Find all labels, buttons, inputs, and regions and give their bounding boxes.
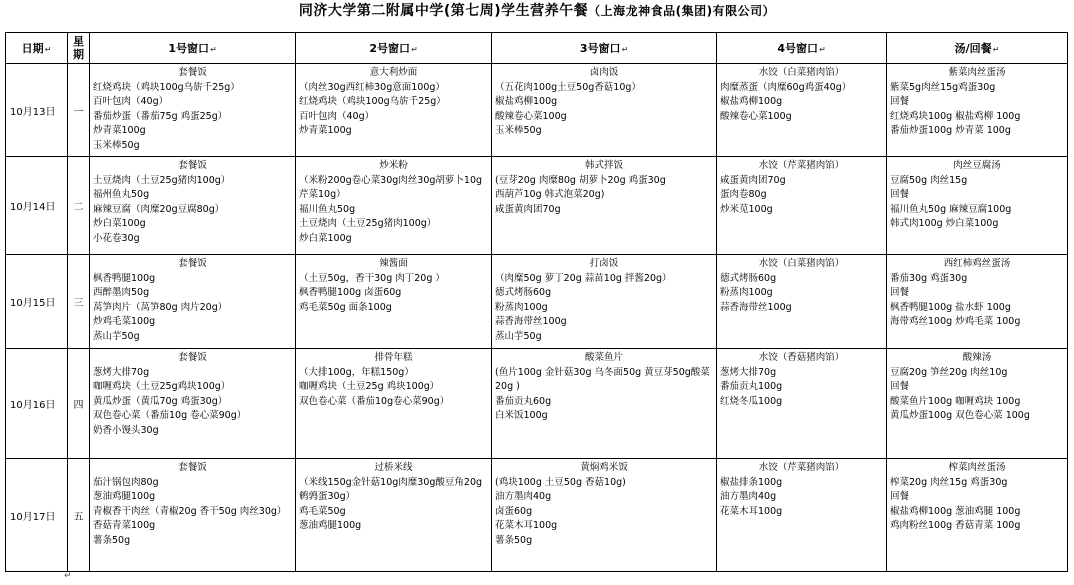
dish-line: 蛋肉卷80g [720, 189, 767, 201]
dish-line: 蒸山芋50g [495, 330, 542, 342]
title-main: 同济大学第二附属中学(第七周)学生营养午餐 [298, 3, 589, 19]
dish-line: 咸蛋黄肉团70g [720, 174, 786, 186]
dish-title: 水饺（白菜猪肉馅） [758, 258, 845, 269]
dish-line: 德式烤肠60g [495, 287, 552, 299]
dish-line: 回餐 [890, 491, 910, 503]
dish-line: 炒青菜100g [299, 125, 352, 137]
soup-cell [887, 255, 1068, 349]
dish-title: 酸菜鱼片 [584, 352, 623, 363]
dish-line: 粉蒸肉100g [720, 287, 773, 299]
header-window-2: 2号窗口↵ [296, 33, 492, 64]
header-window-3: 3号窗口↵ [492, 33, 717, 64]
dish-line: 炒鸡毛菜100g [93, 316, 156, 328]
dish-line: 福川鱼丸50g [299, 203, 356, 215]
window-cell [492, 157, 717, 255]
dish-line: 豆腐50g 肉丝15g [890, 174, 968, 186]
dish-line: 小花卷30g [93, 232, 140, 244]
dish-line: 番茄30g 鸡蛋30g [890, 272, 968, 284]
dish-line: （肉丝30g西红柿30g意面100g） [299, 81, 445, 93]
dish-line: 番茄炒蛋100g 炒青菜 100g [890, 125, 1011, 137]
dish-line: 百叶包肉（40g） [299, 110, 375, 122]
dish-line: 回餐 [890, 381, 910, 393]
dish-line: 葱油鸡腿100g [299, 520, 362, 532]
dish-title: 打卤饭 [589, 258, 619, 269]
window-cell [296, 255, 492, 349]
dish-line: 紫菜5g肉丝15g鸡蛋30g [890, 81, 996, 93]
dish-title: 韩式拌饭 [584, 160, 623, 171]
dish-line: 红烧鸡块100g 椒盐鸡柳 100g [890, 110, 1021, 122]
dish-line: 榨菜20g 肉丝15g 鸡蛋30g [890, 476, 1008, 488]
dish-line: 土豆烧肉（土豆25g猪肉100g） [299, 218, 437, 230]
dish-line: 红烧鸡块（鸡块100g乌旂千25g） [93, 81, 240, 93]
dish-line: 茄汁锅包肉80g [93, 476, 159, 488]
dish-line: 韩式肉100g 炒白菜100g [890, 218, 999, 230]
page-title [0, 2, 1074, 20]
dish-line: 玉米棒50g [495, 125, 542, 137]
dish-line: 土豆烧肉（土豆25g猪肉100g） [93, 174, 231, 186]
dish-line: 德式烤肠60g [720, 272, 777, 284]
dish-line: 回餐 [890, 189, 910, 201]
dish-line: 莴笋肉片（莴笋80g 肉片20g） [93, 301, 228, 313]
window-cell [296, 157, 492, 255]
menu-row [6, 349, 1068, 459]
window-cell [90, 255, 296, 349]
dish-title: 套餐饭 [178, 352, 207, 363]
menu-row [6, 255, 1068, 349]
dish-line: 咖喱鸡块（土豆25g鸡块100g） [93, 381, 231, 393]
window-cell [296, 459, 492, 572]
dish-line: 薯条50g [495, 534, 533, 546]
dish-line: (豆芽20g 肉糜80g 胡萝卜20g 鸡蛋30g [495, 174, 666, 186]
lunch-menu-table [5, 32, 1068, 572]
dish-line: 百叶包肉（40g） [93, 96, 169, 108]
dish-line: 福川鱼丸50g 麻辣豆腐100g [890, 203, 1012, 215]
dish-title: 肉丝豆腐汤 [953, 160, 1001, 171]
window-cell [717, 255, 887, 349]
dish-line: 椒盐鸡柳100g [720, 96, 783, 108]
dish-line: 葱油鸡腿100g [93, 491, 156, 503]
soup-cell [887, 349, 1068, 459]
dish-line: 福州鱼丸50g [93, 189, 150, 201]
window-cell [90, 349, 296, 459]
soup-cell [887, 157, 1068, 255]
dish-line: 炒米苋100g [720, 203, 773, 215]
dish-line: 回餐 [890, 96, 910, 108]
dish-line: 白米饭100g [495, 410, 548, 422]
dish-line: 红烧冬瓜100g [720, 395, 783, 407]
dish-line: （肉糜50g 萝丁20g 蒜苗10g 拌酱20g） [495, 272, 672, 284]
header-window-4: 4号窗口↵ [717, 33, 887, 64]
weekday-cell: 五 [68, 459, 90, 572]
dish-line: 鸡毛菜50g 面条100g [299, 301, 392, 313]
dish-line: 双色卷心菜（番茄10g卷心菜90g） [299, 395, 450, 407]
dish-title: 水饺（白菜猪肉馅） [758, 67, 845, 78]
window-cell [90, 459, 296, 572]
dish-line: 鸡肉粉丝100g 香菇青菜 100g [890, 520, 1021, 532]
dish-title: 紫菜肉丝蛋汤 [948, 67, 1006, 78]
dish-line: 炒白菜100g [93, 218, 146, 230]
window-cell [296, 64, 492, 157]
dish-line: 番茄贡丸60g [495, 395, 552, 407]
window-cell [492, 64, 717, 157]
dish-title: 酸辣汤 [962, 352, 992, 363]
dish-line: 黄瓜炒蛋100g 双色卷心菜 100g [890, 410, 1030, 422]
window-cell [90, 157, 296, 255]
dish-line: 咖喱鸡块（土豆25g 鸡块100g） [299, 381, 440, 393]
soup-cell [887, 64, 1068, 157]
dish-line: 花菜木耳100g [495, 520, 558, 532]
dish-line: 豆腐20g 笋丝20g 肉丝10g [890, 366, 1008, 378]
dish-title: 西红柿鸡丝蛋汤 [943, 258, 1011, 269]
paragraph-mark: ↵ [64, 571, 72, 581]
weekday-cell: 三 [68, 255, 90, 349]
dish-title: 套餐饭 [178, 462, 207, 473]
dish-title: 辣酱面 [379, 258, 408, 269]
dish-line: 花菜木耳100g [720, 505, 783, 517]
header-date: 日期↵ [6, 33, 68, 64]
dish-line: (鱼片100g 金针菇30g 乌冬面50g 黄豆芽50g酸菜20g ) [495, 366, 710, 393]
dish-line: (鸡块100g 土豆50g 香菇10g) [495, 476, 626, 488]
dish-line: 葱烤大排70g [720, 366, 777, 378]
dish-line: 番茄贡丸100g [720, 381, 783, 393]
weekday-cell: 一 [68, 64, 90, 157]
date-cell: 10月14日 [6, 157, 68, 255]
dish-line: 油方墨肉40g [720, 491, 777, 503]
soup-cell [887, 459, 1068, 572]
menu-row [6, 64, 1068, 157]
dish-line: 香菇青菜100g [93, 520, 156, 532]
dish-line: 椒盐鸡柳100g 葱油鸡腿 100g [890, 505, 1021, 517]
dish-title: 排骨年糕 [374, 352, 413, 363]
dish-line: 麻辣豆腐（肉糜20g豆腐80g） [93, 203, 225, 215]
menu-row [6, 157, 1068, 255]
dish-line: 炒白菜100g [299, 232, 352, 244]
dish-line: 回餐 [890, 287, 910, 299]
dish-line: 炒青菜100g [93, 125, 146, 137]
dish-line: 黄瓜炒蛋（黄瓜70g 鸡蛋30g） [93, 395, 228, 407]
menu-row [6, 459, 1068, 572]
dish-line: 蒸山芋50g [93, 330, 140, 342]
dish-line: 双色卷心菜（番茄10g 卷心菜90g） [93, 410, 247, 422]
date-cell: 10月17日 [6, 459, 68, 572]
dish-title: 套餐饭 [178, 258, 207, 269]
dish-line: 西醉墨肉50g [93, 287, 150, 299]
header-window-1: 1号窗口↵ [90, 33, 296, 64]
dish-title: 意大利炒面 [369, 67, 418, 78]
header-soup: 汤/回餐↵ [887, 33, 1068, 64]
dish-title: 套餐饭 [178, 160, 207, 171]
header-weekday: 星 期 [68, 33, 90, 64]
dish-line: （五花肉100g土豆50g香菇10g） [495, 81, 641, 93]
dish-line: 蒜香海带丝100g [720, 301, 792, 313]
dish-title: 水饺（芹菜猪肉馅） [758, 462, 845, 473]
dish-title: 黄焖鸡米饭 [580, 462, 628, 473]
dish-line: 红烧鸡块（鸡块100g乌旂千25g） [299, 96, 446, 108]
window-cell [717, 459, 887, 572]
dish-line: 蒜香海带丝100g [495, 316, 567, 328]
dish-line: 酸辣卷心菜100g [720, 110, 792, 122]
window-cell [717, 64, 887, 157]
dish-line: 青椒香干肉丝（青椒20g 香干50g 肉丝30g） [93, 505, 287, 517]
weekday-cell: 四 [68, 349, 90, 459]
dish-line: 椒盐排条100g [720, 476, 783, 488]
dish-title: 炒米粉 [379, 160, 408, 171]
date-cell: 10月13日 [6, 64, 68, 157]
date-cell: 10月16日 [6, 349, 68, 459]
window-cell [717, 349, 887, 459]
weekday-cell: 二 [68, 157, 90, 255]
window-cell [90, 64, 296, 157]
dish-line: 粉蒸肉100g [495, 301, 548, 313]
dish-title: 卤肉饭 [589, 67, 619, 78]
dish-title: 榨菜肉丝蛋汤 [948, 462, 1006, 473]
dish-line: 油方墨肉40g [495, 491, 552, 503]
dish-line: 奶香小馒头30g [93, 424, 159, 436]
dish-line: 西葫芦10g 韩式泡菜20g) [495, 189, 605, 201]
dish-line: 酸辣卷心菜100g [495, 110, 567, 122]
dish-line: 椒盐鸡柳100g [495, 96, 558, 108]
dish-line: 肉糜蒸蛋（肉糜60g鸡蛋40g） [720, 81, 852, 93]
dish-line: 玉米棒50g [93, 139, 140, 151]
dish-line: （大排100g，年糕150g） [299, 366, 414, 378]
dish-line: 枫香鸭腿100g 卤蛋60g [299, 287, 402, 299]
dish-line: 枫香鸭腿100g [93, 272, 156, 284]
dish-line: （米粉200g卷心菜30g肉丝30g胡萝卜10g芹菜10g） [299, 174, 483, 201]
dish-title: 过桥米线 [374, 462, 413, 473]
header-row [6, 33, 1068, 64]
dish-line: 鸡毛菜50g [299, 505, 346, 517]
dish-line: 枫香鸭腿100g 盐水虾 100g [890, 301, 1011, 313]
dish-line: （土豆50g，香干30g 肉丁20g ） [299, 272, 445, 284]
dish-line: 咸蛋黄肉团70g [495, 203, 561, 215]
window-cell [717, 157, 887, 255]
dish-title: 套餐饭 [178, 67, 207, 78]
date-cell: 10月15日 [6, 255, 68, 349]
window-cell [492, 459, 717, 572]
dish-line: 酸菜鱼片100g 咖喱鸡块 100g [890, 395, 1021, 407]
window-cell [492, 349, 717, 459]
dish-line: 葱烤大排70g [93, 366, 150, 378]
dish-line: 薯条50g [93, 534, 131, 546]
dish-title: 水饺（芹菜猪肉馅） [758, 160, 845, 171]
dish-line: 番茄炒蛋（番茄75g 鸡蛋25g） [93, 110, 228, 122]
dish-line: 海带鸡丝100g 炒鸡毛菜 100g [890, 316, 1021, 328]
dish-line: 卤蛋60g [495, 505, 533, 517]
dish-title: 水饺（香菇猪肉馅） [758, 352, 845, 363]
dish-line: （米线150g金针菇10g肉糜30g酸豆角20g鹌鹑蛋30g） [299, 476, 483, 503]
window-cell [492, 255, 717, 349]
title-sub: （上海龙神食品(集团)有限公司） [588, 4, 776, 18]
window-cell [296, 349, 492, 459]
